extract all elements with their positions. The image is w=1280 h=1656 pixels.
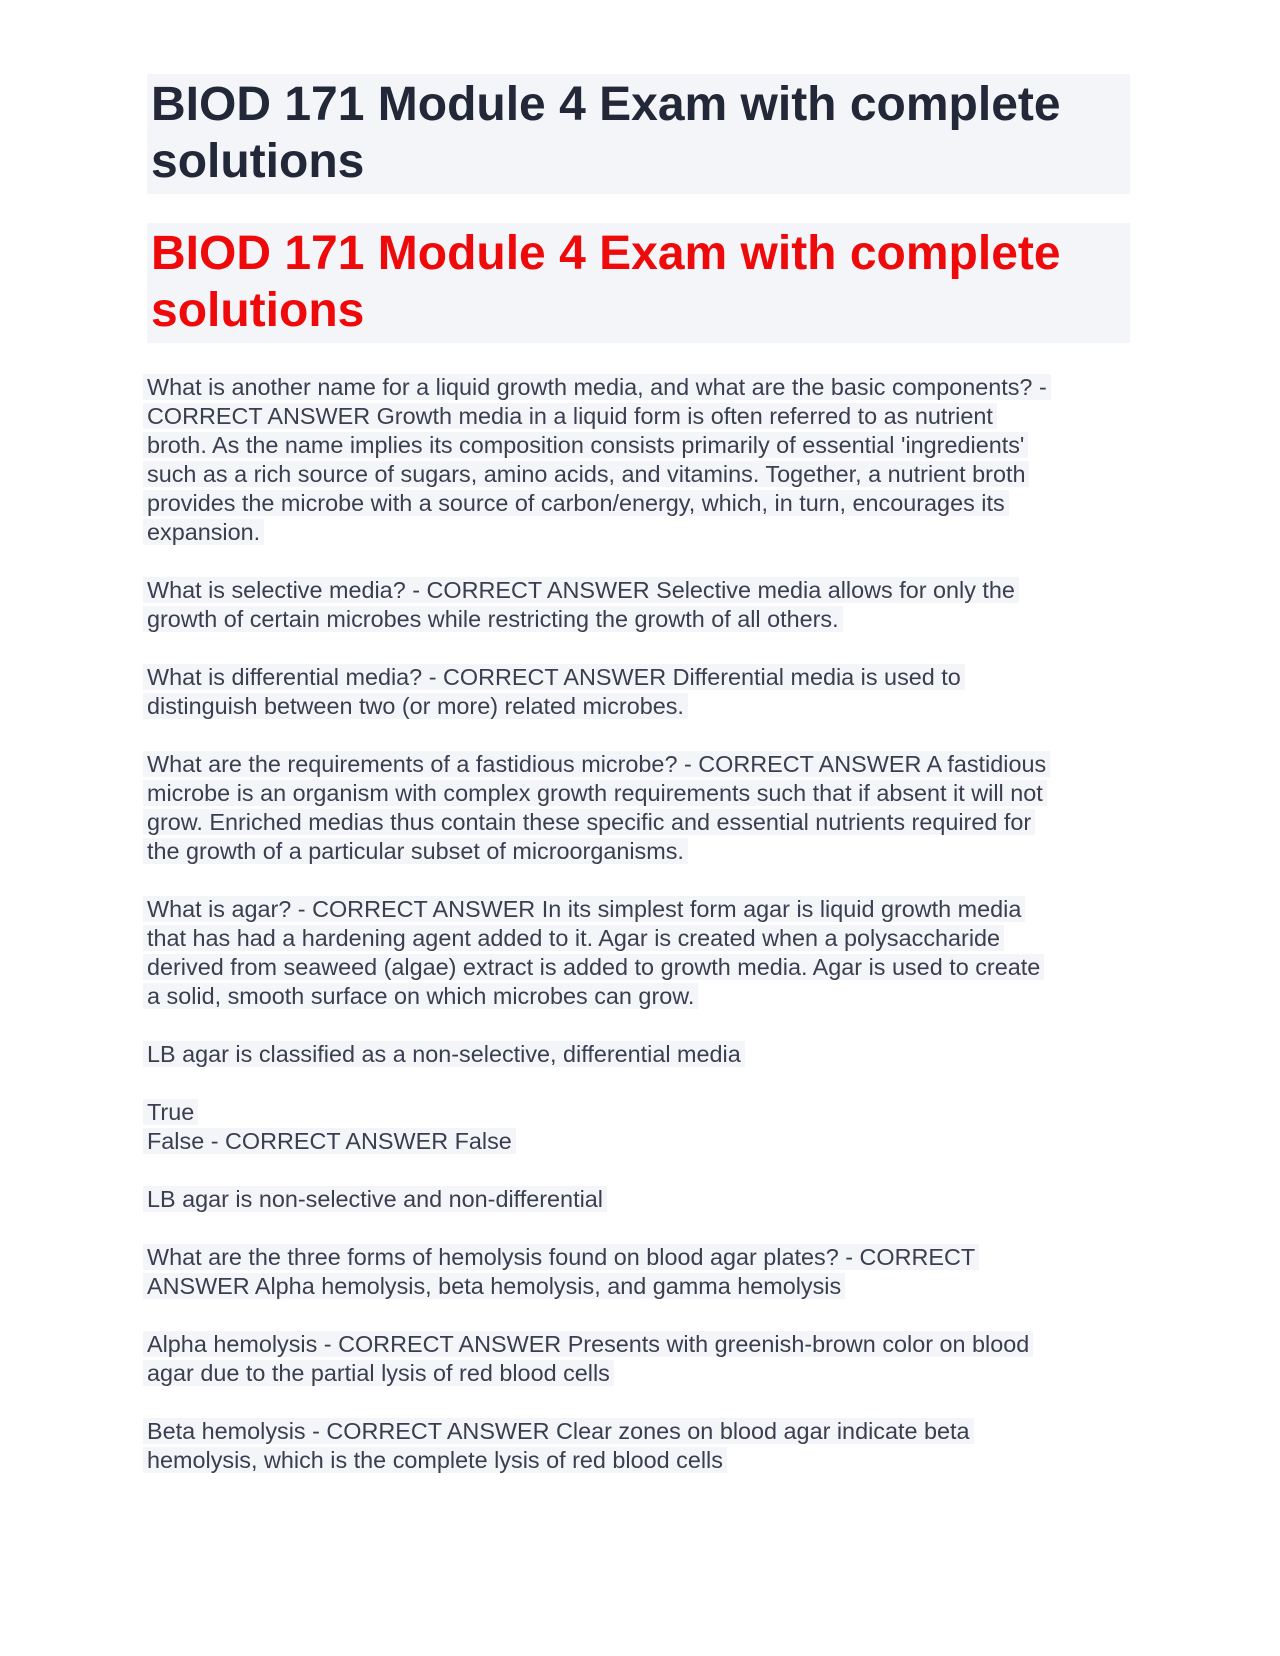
qa-paragraph (147, 1185, 1130, 1214)
paragraph-line-text: What are the requirements of a fastidious microbe? - CORRECT ANSWER A fastidious (143, 751, 1050, 777)
qa-paragraph (147, 750, 1130, 866)
qa-paragraph (147, 1098, 1130, 1156)
paragraph-line (147, 489, 1130, 518)
paragraph-line-text: CORRECT ANSWER Growth media in a liquid form is often referred to as nutrient (143, 403, 997, 429)
paragraph-line (147, 1127, 1130, 1156)
paragraph-line-text: What is selective media? - CORRECT ANSWER Selective media allows for only the (143, 577, 1019, 603)
qa-paragraph (147, 1040, 1130, 1069)
paragraph-line (147, 663, 1130, 692)
paragraph-line-text: LB agar is non-selective and non-differential (143, 1186, 607, 1212)
title-line: BIOD 171 Module 4 Exam with complete (151, 227, 1061, 280)
paragraph-line (147, 576, 1130, 605)
paragraph-line-text: provides the microbe with a source of carbon/energy, which, in turn, encourages its (143, 490, 1009, 516)
qa-paragraph (147, 663, 1130, 721)
paragraph-line (147, 1243, 1130, 1272)
paragraph-line-text: What is another name for a liquid growth media, and what are the basic components? - (143, 374, 1051, 400)
paragraph-line (147, 924, 1130, 953)
paragraph-line (147, 808, 1130, 837)
paragraph-line-text: agar due to the partial lysis of red blood cells (143, 1360, 614, 1386)
qa-paragraph (147, 1330, 1130, 1388)
paragraph-line (147, 1272, 1130, 1301)
paragraph-line-text: True (143, 1099, 198, 1125)
title-block-secondary (147, 223, 1130, 343)
paragraph-line-text: distinguish between two (or more) related microbes. (143, 693, 688, 719)
paragraph-line-text: broth. As the name implies its composition consists primarily of essential 'ingredients' (143, 432, 1028, 458)
qa-paragraph (147, 1417, 1130, 1475)
paragraph-line (147, 1330, 1130, 1359)
paragraph-line (147, 431, 1130, 460)
paragraph-line (147, 1417, 1130, 1446)
paragraph-line (147, 750, 1130, 779)
paragraph-line-text: False - CORRECT ANSWER False (143, 1128, 516, 1154)
paragraph-line (147, 1098, 1130, 1127)
paragraph-line-text: Alpha hemolysis - CORRECT ANSWER Presents with greenish-brown color on blood (143, 1331, 1033, 1357)
page-title-red (151, 225, 1125, 339)
paragraph-line (147, 1185, 1130, 1214)
paragraph-line (147, 460, 1130, 489)
document-page (147, 74, 1130, 1475)
qa-paragraph (147, 576, 1130, 634)
paragraph-line (147, 1446, 1130, 1475)
paragraph-line-text: a solid, smooth surface on which microbes can grow. (143, 983, 698, 1009)
paragraph-line-text: What is agar? - CORRECT ANSWER In its simplest form agar is liquid growth media (143, 896, 1025, 922)
paragraph-line (147, 779, 1130, 808)
paragraph-line-text: LB agar is classified as a non-selective, differential media (143, 1041, 745, 1067)
title-line: BIOD 171 Module 4 Exam with complete (151, 78, 1061, 131)
paragraph-line (147, 373, 1130, 402)
paragraph-line (147, 1359, 1130, 1388)
paragraph-line (147, 837, 1130, 866)
qa-paragraph (147, 895, 1130, 1011)
qa-paragraph (147, 373, 1130, 547)
paragraph-line-text: What are the three forms of hemolysis found on blood agar plates? - CORRECT (143, 1244, 979, 1270)
paragraph-line (147, 402, 1130, 431)
paragraph-line (147, 953, 1130, 982)
qa-paragraph (147, 1243, 1130, 1301)
paragraph-line (147, 518, 1130, 547)
paragraph-line (147, 692, 1130, 721)
page-title (151, 76, 1125, 190)
title-line: solutions (151, 284, 365, 337)
paragraph-line (147, 982, 1130, 1011)
paragraph-line-text: ANSWER Alpha hemolysis, beta hemolysis, and gamma hemolysis (143, 1273, 845, 1299)
paragraph-line-text: grow. Enriched medias thus contain these specific and essential nutrients required for (143, 809, 1035, 835)
paragraph-line-text: What is differential media? - CORRECT ANSWER Differential media is used to (143, 664, 965, 690)
title-line: solutions (151, 135, 365, 188)
paragraph-line-text: Beta hemolysis - CORRECT ANSWER Clear zones on blood agar indicate beta (143, 1418, 974, 1444)
paragraph-line-text: that has had a hardening agent added to it. Agar is created when a polysaccharide (143, 925, 1004, 951)
title-block-primary (147, 74, 1130, 194)
paragraph-line-text: such as a rich source of sugars, amino acids, and vitamins. Together, a nutrient broth (143, 461, 1029, 487)
paragraph-line (147, 605, 1130, 634)
paragraph-line-text: hemolysis, which is the complete lysis of red blood cells (143, 1447, 727, 1473)
paragraph-line-text: derived from seaweed (algae) extract is added to growth media. Agar is used to create (143, 954, 1044, 980)
paragraph-line-text: growth of certain microbes while restricting the growth of all others. (143, 606, 843, 632)
paragraph-line-text: the growth of a particular subset of microorganisms. (143, 838, 688, 864)
paragraph-line-text: microbe is an organism with complex growth requirements such that if absent it will not (143, 780, 1047, 806)
paragraph-line (147, 1040, 1130, 1069)
paragraph-line-text: expansion. (143, 519, 264, 545)
paragraph-line (147, 895, 1130, 924)
document-body (147, 373, 1130, 1475)
